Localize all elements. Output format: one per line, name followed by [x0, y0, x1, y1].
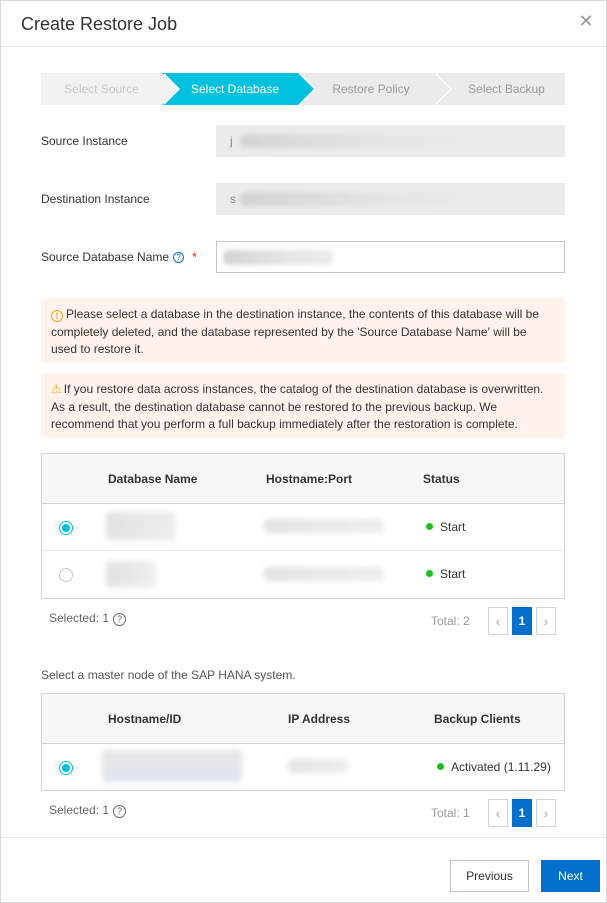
column-header: Backup Clients: [434, 712, 521, 726]
step-label: Select Backup: [468, 82, 545, 96]
info-alert-text: Please select a database in the destination instance, the contents of this database will be completely deleted, and the database represented by the 'Source Database Name' will be used to restore it.: [51, 307, 539, 356]
selected-text: Selected: 1: [49, 611, 110, 625]
redacted-cell: [106, 512, 176, 540]
source-instance-row: [41, 125, 565, 157]
question-icon[interactable]: ?: [113, 805, 126, 818]
destination-instance-row: [41, 183, 565, 215]
step-label: Select Source: [64, 82, 139, 96]
selected-text: Selected: 1: [49, 803, 110, 817]
step-label: Restore Policy: [332, 82, 410, 96]
status-text: Start: [440, 567, 466, 581]
column-header: Hostname:Port: [266, 472, 353, 486]
node-selected-count: [49, 803, 126, 818]
destination-instance-label: Destination Instance: [41, 192, 150, 206]
dialog-footer: [1, 837, 606, 902]
destination-instance-field: [216, 183, 565, 215]
master-node-table: [41, 693, 565, 791]
step-select-database: [162, 73, 298, 105]
status-text: Activated (1.11.29): [451, 760, 551, 774]
table-row[interactable]: [42, 504, 564, 551]
db-total-count: Total: 2: [431, 614, 470, 628]
step-restore-policy: [298, 73, 434, 105]
previous-button[interactable]: Previous: [450, 860, 529, 892]
close-icon[interactable]: ✕: [578, 11, 594, 31]
table-row[interactable]: [42, 551, 564, 598]
status-cell: [437, 760, 551, 774]
node-total-count: Total: 1: [431, 806, 470, 820]
redacted-cell: [264, 519, 384, 533]
source-db-name-input[interactable]: [216, 241, 565, 273]
wizard-steps: [41, 73, 565, 105]
source-instance-value: j: [230, 134, 233, 148]
warning-alert: [41, 373, 565, 438]
status-cell: [426, 520, 465, 534]
status-dot-icon: [426, 523, 433, 530]
column-header: Hostname/ID: [108, 712, 182, 726]
next-button[interactable]: Next: [541, 860, 600, 892]
source-instance-field: [216, 125, 565, 157]
source-instance-label: Source Instance: [41, 134, 128, 148]
next-page-button[interactable]: ›: [536, 607, 556, 635]
column-header: IP Address: [288, 712, 351, 726]
status-text: Start: [440, 520, 466, 534]
prev-page-button[interactable]: ‹: [488, 607, 508, 635]
dialog-header: [1, 1, 606, 47]
step-label: Select Database: [190, 82, 280, 96]
step-select-backup: [434, 73, 565, 105]
status-dot-icon: [426, 570, 433, 577]
db-selected-count: [49, 611, 126, 626]
info-alert: [41, 298, 565, 363]
database-table: [41, 453, 565, 599]
required-mark: *: [192, 250, 197, 264]
status-dot-icon: [437, 763, 444, 770]
dialog-title: Create Restore Job: [21, 14, 178, 34]
row-radio[interactable]: [59, 521, 73, 535]
source-db-name-text: Source Database Name: [41, 250, 170, 264]
column-header: Status: [423, 472, 460, 486]
redacted-cell: [264, 567, 384, 581]
warning-alert-text: If you restore data across instances, the catalog of the destination database is overwritten. As a result, the destination database cannot be restored to the previous backup. We recommend that you perform a full backup immediately after the restoration is complete.: [51, 382, 544, 431]
destination-instance-value: s: [230, 192, 236, 206]
warning-triangle-icon: ⚠: [51, 382, 62, 396]
table-header: [42, 694, 564, 744]
source-db-name-row: [41, 241, 565, 273]
next-page-button[interactable]: ›: [536, 799, 556, 827]
prev-page-button[interactable]: ‹: [488, 799, 508, 827]
redacted-value: [240, 134, 490, 148]
dialog-body: [1, 47, 606, 837]
redacted-cell: [102, 750, 242, 782]
column-header: Database Name: [108, 472, 198, 486]
page-number-button[interactable]: 1: [512, 799, 532, 827]
master-node-note: Select a master node of the SAP HANA system.: [41, 668, 296, 682]
source-db-name-label: [41, 250, 197, 264]
table-row[interactable]: [42, 744, 564, 791]
redacted-value: [223, 250, 333, 265]
table-header: [42, 454, 564, 504]
row-radio[interactable]: [59, 761, 73, 775]
redacted-cell: [288, 759, 348, 773]
status-cell: [426, 567, 465, 581]
question-icon[interactable]: ?: [113, 613, 126, 626]
help-icon[interactable]: ?: [173, 252, 184, 263]
row-radio[interactable]: [59, 568, 73, 582]
redacted-value: [240, 192, 500, 206]
warning-circle-icon: !: [51, 310, 63, 322]
redacted-cell: [106, 561, 156, 587]
step-select-source: [41, 73, 162, 105]
page-number-button[interactable]: 1: [512, 607, 532, 635]
